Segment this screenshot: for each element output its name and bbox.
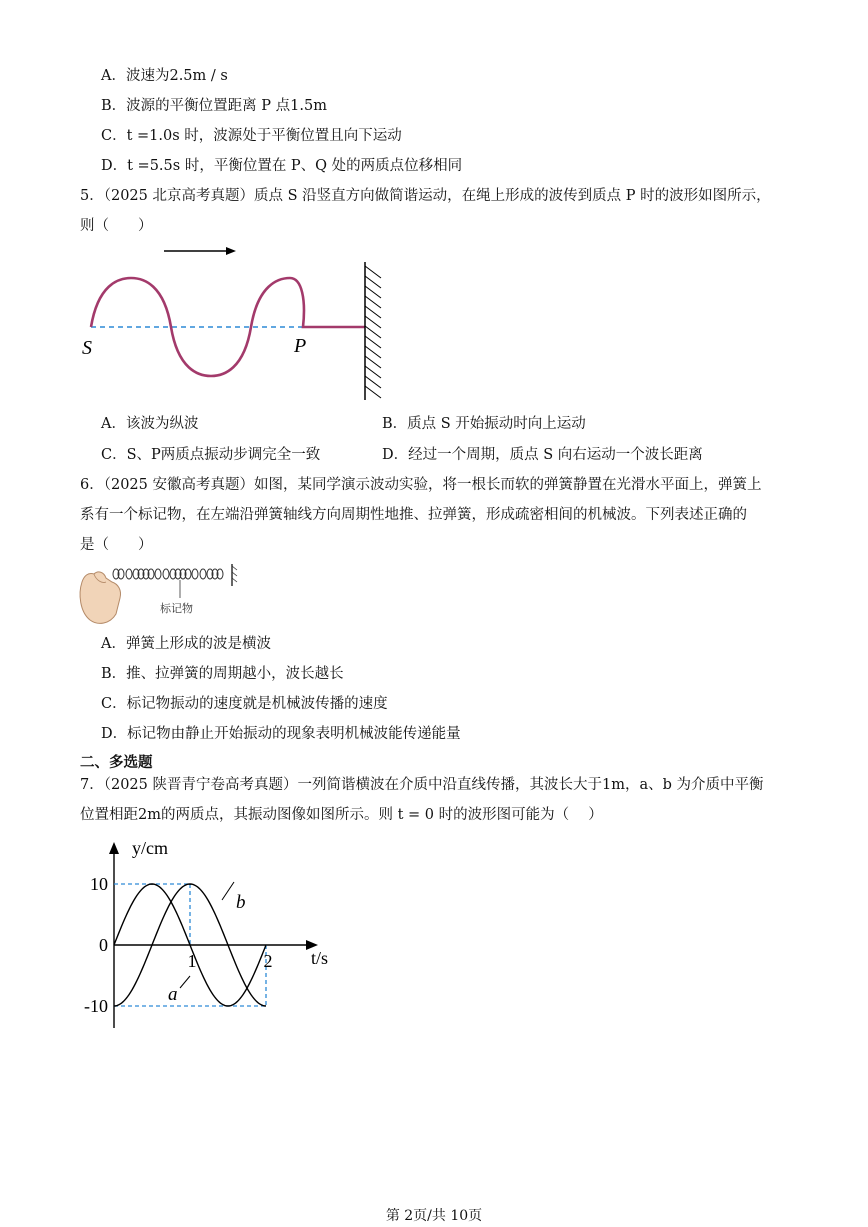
q6-stem-line1: 6．（2025 安徽高考真题）如图，某同学演示波动实验，将一根长而软的弹簧静置在光滑水平面上，弹簧上 bbox=[80, 477, 762, 493]
q4-option-a: A．波速为2.5m / s bbox=[101, 68, 228, 84]
page-footer: 第 2页/共 10页 bbox=[385, 1208, 483, 1224]
marker-label: 标记物 bbox=[160, 603, 193, 615]
q5-wave-figure bbox=[78, 240, 398, 410]
q4-option-c: C．t =1.0s 时，波源处于平衡位置且向下运动 bbox=[101, 128, 402, 144]
y-axis-label: y/cm bbox=[132, 838, 168, 858]
q5-option-c: C．S、P两质点振动步调完全一致 bbox=[101, 447, 321, 463]
x-tick-label: 1 bbox=[187, 951, 197, 971]
y-tick-label: -10 bbox=[84, 996, 108, 1016]
y-axis-arrow bbox=[109, 842, 119, 854]
series-b-leader bbox=[222, 882, 234, 900]
section-title: 二、多选题 bbox=[80, 754, 153, 771]
q5-stem-line1: 5．（2025 北京高考真题）质点 S 沿竖直方向做简谐运动，在绳上形成的波传到质点 P 时的波形如图所示， bbox=[80, 188, 771, 204]
q5-stem-line2: 则（ ） bbox=[80, 218, 153, 234]
q6-option-d: D．标记物由静止开始振动的现象表明机械波能传递能量 bbox=[101, 726, 461, 742]
q7-stem-line1: 7．（2025 陕晋青宁卷高考真题）一列简谐横波在介质中沿直线传播，其波长大于1m，a、b 为介质中平衡 bbox=[80, 777, 764, 793]
q5-option-b: B．质点 S 开始振动时向上运动 bbox=[382, 416, 586, 432]
q6-option-c: C．标记物振动的速度就是机械波传播的速度 bbox=[101, 696, 388, 712]
y-tick-label: 10 bbox=[90, 874, 108, 894]
label-s: S bbox=[82, 337, 92, 359]
spring-coils bbox=[113, 569, 223, 579]
q6-stem-line3: 是（ ） bbox=[80, 537, 153, 553]
q6-stem-line2: 系有一个标记物，在左端沿弹簧轴线方向周期性地推、拉弹簧，形成疏密相间的机械波。下列表述正确的 bbox=[80, 507, 747, 523]
label-p: P bbox=[294, 335, 307, 357]
series-a-leader bbox=[180, 976, 190, 988]
q7-stem-line2: 位置相距2m的两质点，其振动图像如图所示。则 t = 0 时的波形图可能为（ ） bbox=[80, 807, 603, 823]
q6-option-b: B．推、拉弹簧的周期越小，波长越长 bbox=[101, 666, 344, 682]
series-a-label: a bbox=[168, 984, 178, 1005]
x-axis-label: t/s bbox=[311, 948, 329, 968]
q5-option-a: A．该波为纵波 bbox=[101, 416, 199, 432]
q4-option-d: D．t =5.5s 时，平衡位置在 P、Q 处的两质点位移相同 bbox=[101, 158, 463, 174]
q4-option-b: B．波源的平衡位置距离 P 点1.5m bbox=[101, 98, 327, 114]
q7-vibration-chart bbox=[76, 830, 356, 1035]
x-tick-label: 2 bbox=[263, 951, 273, 971]
q5-option-d: D．经过一个周期，质点 S 向右运动一个波长距离 bbox=[382, 447, 703, 463]
q6-spring-figure bbox=[76, 560, 246, 630]
wall-hatching bbox=[365, 266, 381, 398]
q6-option-a: A．弹簧上形成的波是横波 bbox=[101, 636, 271, 652]
hand-illustration bbox=[80, 572, 120, 623]
direction-arrow-head bbox=[226, 247, 236, 255]
y-tick-label: 0 bbox=[99, 935, 108, 955]
series-b-label: b bbox=[236, 892, 246, 913]
